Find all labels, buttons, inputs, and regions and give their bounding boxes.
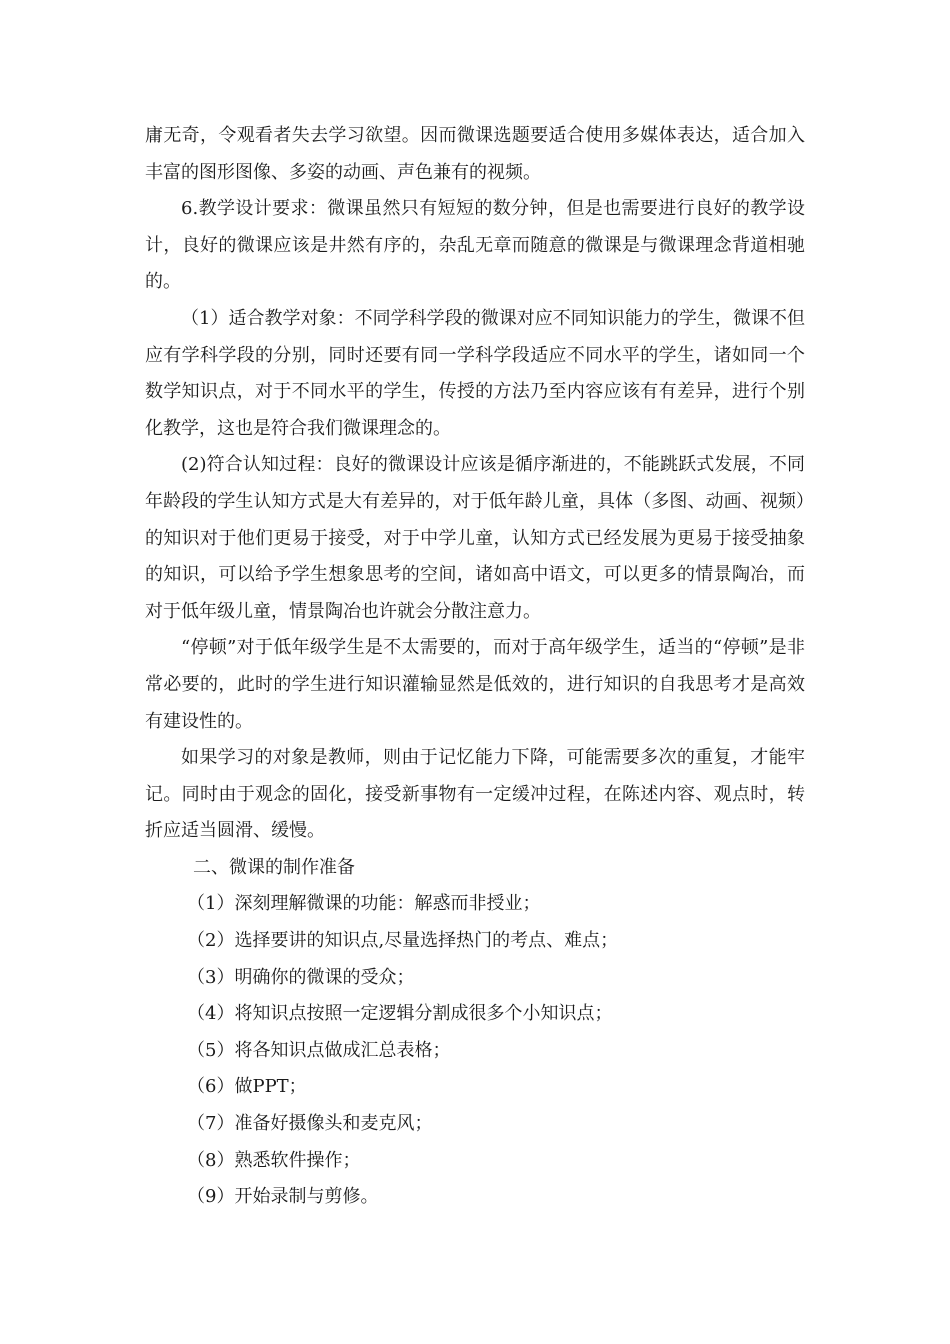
- paragraph-cognitive-process: (2)符合认知过程：良好的微课设计应该是循序渐进的，不能跳跃式发展，不同年龄段的学生认知方式是大有差异的，对于低年龄儿童，具体（多图、动画、视频）的知识对于他们更易于接受，对于中学儿童，认知方式已经发展为更易于接受抽象的知识，可以给予学生想象思考的空间，诸如高中语文，可以更多的情景陶冶，而对于低年级儿童，情景陶冶也许就会分散注意力。: [145, 454, 805, 622]
- paragraph-continuation: 庸无奇，令观看者失去学习欲望。因而微课选题要适合使用多媒体表达，适合加入丰富的图形图像、多姿的动画、声色兼有的视频。: [145, 125, 805, 183]
- paragraph-teacher-audience: 如果学习的对象是教师，则由于记忆能力下降，可能需要多次的重复，才能牢记。同时由于观念的固化，接受新事物有一定缓冲过程，在陈述内容、观点时，转折应适当圆滑、缓慢。: [145, 747, 805, 842]
- list-item: （6）做PPT；: [187, 1076, 307, 1098]
- list-item: （2）选择要讲的知识点,尽量选择热门的考点、难点；: [187, 930, 619, 952]
- paragraph-suitable-audience: （1）适合教学对象：不同学科学段的微课对应不同知识能力的学生，微课不但应有学科学段的分别，同时还要有同一学科学段适应不同水平的学生，诸如同一个数学知识点，对于不同水平的学生，传授的方法乃至内容应该有有差异，进行个别化教学，这也是符合我们微课理念的。: [145, 307, 805, 439]
- document-body: [145, 118, 805, 1216]
- list-item: （8）熟悉软件操作；: [187, 1149, 361, 1171]
- section-heading: 二、微课的制作准备: [193, 856, 355, 878]
- list-item: （9）开始录制与剪修。: [187, 1186, 379, 1208]
- list-item: （4）将知识点按照一定逻辑分割成很多个小知识点；: [187, 1003, 613, 1025]
- list-item: （3）明确你的微课的受众；: [187, 966, 415, 988]
- list-item: （1）深刻理解微课的功能：解惑而非授业；: [187, 893, 541, 915]
- paragraph-pause: “停顿”对于低年级学生是不太需要的，而对于高年级学生，适当的“停顿”是非常必要的，此时的学生进行知识灌输显然是低效的，进行知识的自我思考才是高效有建设性的。: [145, 637, 805, 732]
- list-item: （7）准备好摄像头和麦克风；: [187, 1113, 433, 1135]
- list-item: （5）将各知识点做成汇总表格；: [187, 1039, 451, 1061]
- paragraph-teaching-design: 6.教学设计要求：微课虽然只有短短的数分钟，但是也需要进行良好的教学设计，良好的微课应该是井然有序的，杂乱无章而随意的微课是与微课理念背道相驰的。: [145, 198, 805, 293]
